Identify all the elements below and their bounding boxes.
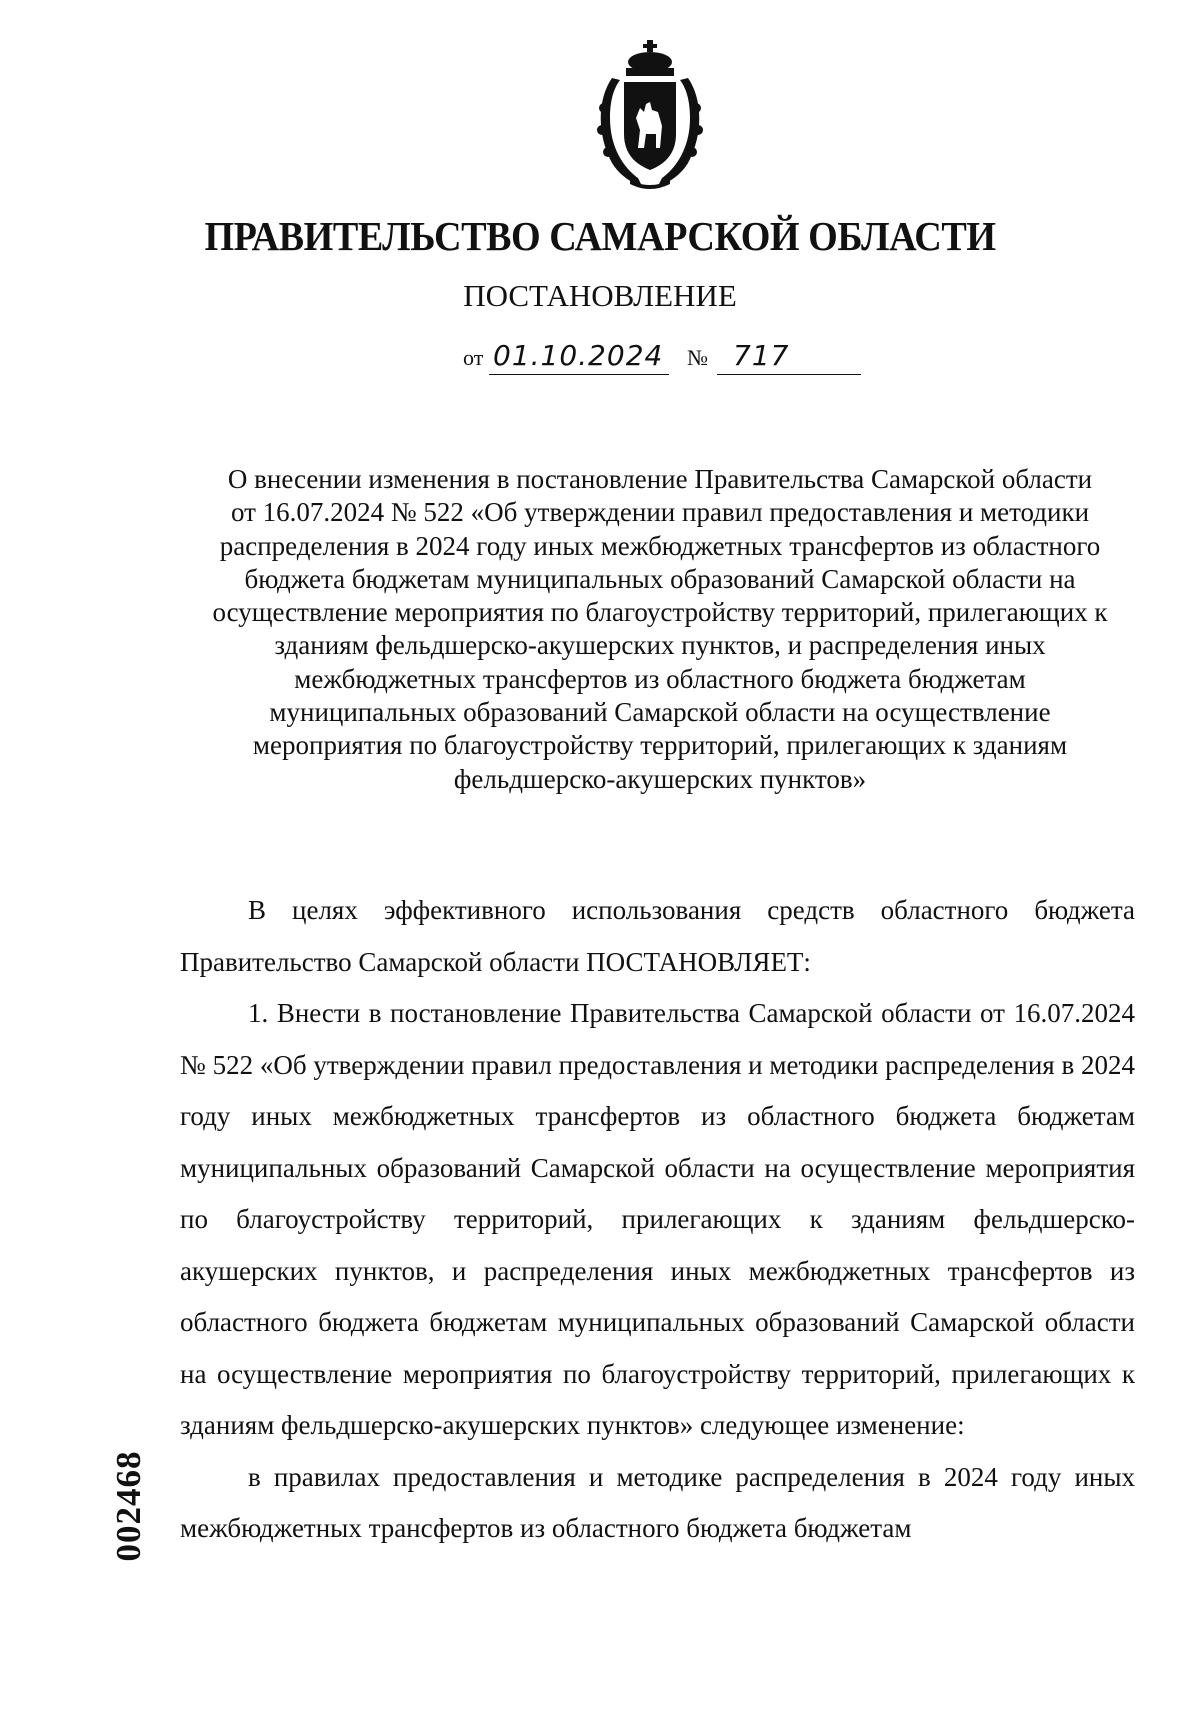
heading-line: мероприятия по благоустройству территорий, прилегающих к зданиям (252, 730, 1068, 761)
heading-line: распределения в 2024 году иных межбюджетных трансфертов из областного (219, 530, 1101, 561)
heading-line: от 16.07.2024 № 522 «Об утверждении правил предоставления и методики (230, 497, 1090, 528)
heading-line: фельдшерско-акушерских пунктов» (453, 763, 867, 794)
date-value: 01.10.2024 (493, 339, 664, 372)
document-type: ПОСТАНОВЛЕНИЕ (463, 278, 737, 313)
document-body (180, 885, 1135, 1555)
number-value: 717 (733, 339, 790, 372)
margin-serial-text: 002468 (109, 1450, 148, 1562)
heading-line: муниципальных образований Самарской области на осуществление (269, 697, 1051, 728)
body-paragraph: В целях эффективного использования средств областного бюджета Правительство Самарской области ПОСТАНОВЛЯЕТ: (180, 895, 1135, 977)
heading-line: О внесении изменения в постановление Правительства Самарской области (227, 464, 1093, 494)
number-prefix: № (687, 345, 708, 370)
date-prefix: от (463, 345, 484, 370)
coat-of-arms-icon (590, 38, 710, 190)
margin-serial-number (104, 1446, 154, 1566)
body-paragraph: в правилах предоставления и методике распределения в 2024 году иных межбюджетных трансфертов из областного бюджета бюджетам (180, 1461, 1135, 1543)
document-heading (180, 463, 1140, 796)
heading-line: зданиям фельдшерско-акушерских пунктов, и распределения иных (274, 630, 1046, 661)
date-number-line (463, 335, 863, 375)
heading-line: межбюджетных трансфертов из областного бюджета бюджетам (294, 663, 1026, 694)
number-underline (717, 374, 861, 375)
date-underline (489, 374, 669, 375)
heading-line: бюджета бюджетам муниципальных образований Самарской области на (244, 563, 1076, 594)
heading-line: осуществление мероприятия по благоустройству территорий, прилегающих к (212, 597, 1108, 628)
body-paragraph: 1. Внести в постановление Правительства Самарской области от 16.07.2024 № 522 «Об утверждении правил предоставления и методики распределения в 2024 году иных межбюджетных трансфертов из областного бюджета бюджетам муниципальных образований Самарской области на осуществление мероприятия по благоустройству территорий, прилегающих к зданиям фельдшерско-акушерских пунктов, и распределения иных межбюджетных трансфертов из областного бюджета бюджетам муниципальных образований Самарской области на осуществление мероприятия по благоустройству территорий, прилегающих к зданиям фельдшерско-акушерских пунктов» следующее изменение: (180, 998, 1135, 1440)
organization-title: ПРАВИТЕЛЬСТВО САМАРСКОЙ ОБЛАСТИ (204, 213, 996, 259)
